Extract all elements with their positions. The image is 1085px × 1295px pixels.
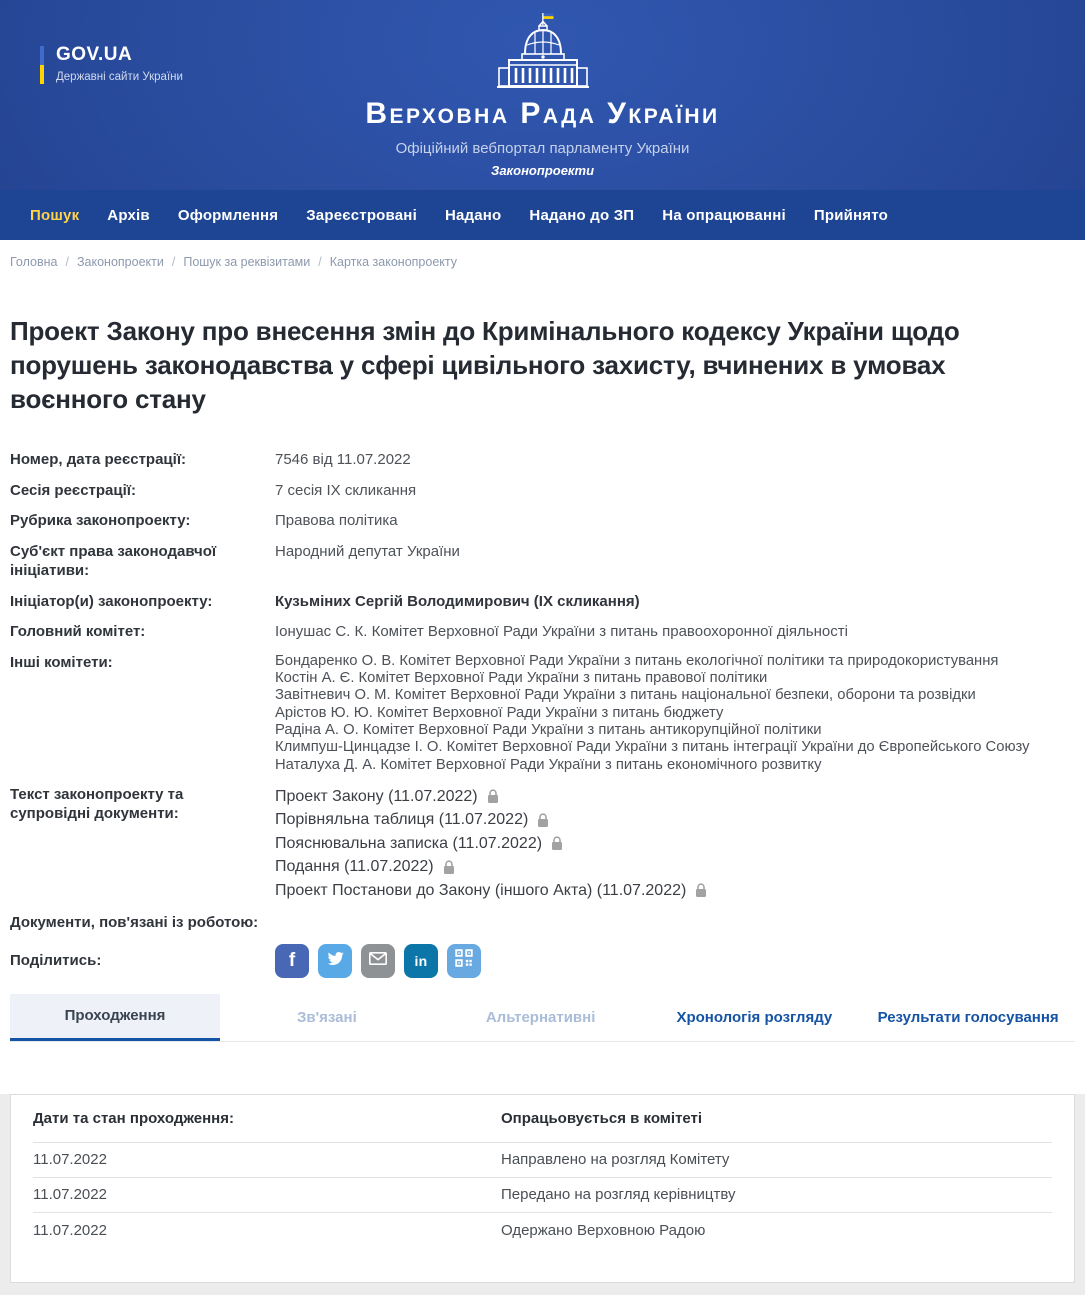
site-section-label: Законопроекти — [490, 163, 595, 178]
field-label: Сесія реєстрації: — [10, 481, 136, 499]
column-header-status: Опрацьовується в комітеті — [501, 1109, 703, 1127]
field-session — [10, 481, 1075, 501]
field-documents — [10, 785, 1075, 903]
nav-item-arkhiv[interactable]: Архів — [107, 206, 150, 224]
field-rubric — [10, 511, 1075, 531]
tab-rezultaty[interactable]: Результати голосування — [877, 1008, 1059, 1026]
gov-ua-title: GOV.UA — [56, 44, 133, 65]
main-content — [0, 255, 1085, 1042]
field-label: Текст законопроекту та супровідні документи: — [10, 785, 184, 823]
field-value: 7546 від 11.07.2022 — [275, 451, 411, 469]
row-date: 11.07.2022 — [33, 1186, 107, 1204]
field-reg-number — [10, 450, 1075, 470]
field-share — [10, 944, 1075, 978]
committee-item: Костін А. Є. Комітет Верховної Ради України з питань правової політики — [275, 670, 768, 687]
committee-item: Климпуш-Цинцадзе І. О. Комітет Верховної Ради України з питань інтеграції України до Європейського Союзу — [275, 739, 1030, 756]
lock-icon — [551, 836, 563, 851]
gov-ua-flag-bar — [40, 46, 44, 84]
twitter-icon — [327, 950, 344, 973]
progress-section — [0, 1094, 1085, 1295]
gov-ua-subtitle: Державні сайти України — [56, 71, 183, 83]
row-date: 11.07.2022 — [33, 1221, 107, 1239]
committee-item: Радіна А. О. Комітет Верховної Ради України з питань антикорупційної політики — [275, 722, 822, 739]
site-tagline: Офіційний вебпортал парламенту України — [395, 140, 690, 157]
committee-item: Наталуха Д. А. Комітет Верховної Ради України з питань економічного розвитку — [275, 756, 822, 773]
nav-item-oformlennia[interactable]: Оформлення — [177, 206, 279, 224]
row-status: Направлено на розгляд Комітету — [501, 1151, 730, 1169]
nav-item-poshuk[interactable]: Пошук — [30, 206, 80, 224]
field-value: 7 сесія IX скликання — [275, 481, 417, 499]
main-nav — [0, 190, 1085, 240]
facebook-icon: f — [288, 949, 296, 971]
initiator-name: Кузьміних Сергій Володимирович (ІХ скликання) — [275, 592, 640, 610]
main-committee-value: Іонушас С. К. Комітет Верховної Ради України з питань правоохоронної діяльності — [275, 623, 848, 641]
breadcrumb-separator: / — [65, 255, 69, 269]
bill-details — [10, 450, 1075, 978]
tab-prokhodzhennia[interactable]: Проходження — [10, 994, 220, 1041]
breadcrumb — [10, 255, 1075, 269]
table-header-row — [33, 1095, 1052, 1143]
nav-item-nadano-do-zp[interactable]: Надано до ЗП — [529, 206, 635, 224]
nav-item-zareiestrovani[interactable]: Зареєстровані — [306, 206, 417, 224]
breadcrumb-home[interactable]: Головна — [10, 255, 58, 269]
documents-list — [275, 785, 1075, 903]
rada-building-icon[interactable] — [495, 12, 591, 93]
document-link[interactable]: Проект Постанови до Закону (іншого Акта) (11.07.2022) — [275, 879, 1075, 903]
other-committees-list — [275, 653, 1075, 774]
tab-zviazani[interactable]: Зв'язані — [296, 1008, 357, 1026]
breadcrumb-separator: / — [171, 255, 176, 269]
gov-ua-logo[interactable] — [40, 44, 183, 84]
lock-icon — [695, 883, 707, 898]
document-link[interactable]: Проект Закону (11.07.2022) — [275, 785, 1075, 809]
field-other-committees — [10, 653, 1075, 774]
field-value: Народний депутат України — [275, 542, 460, 560]
field-subject — [10, 542, 1075, 581]
field-label: Поділитись: — [10, 952, 102, 970]
bill-tabs — [10, 994, 1075, 1042]
document-link[interactable]: Пояснювальна записка (11.07.2022) — [275, 832, 1075, 856]
table-row — [33, 1213, 1052, 1248]
field-label: Рубрика законопроекту: — [10, 512, 191, 530]
breadcrumb-zakonoproekty[interactable]: Законопроекти — [76, 255, 164, 269]
field-main-committee — [10, 622, 1075, 642]
nav-item-na-opratsiuvanni[interactable]: На опрацюванні — [662, 206, 786, 224]
breadcrumb-poshuk[interactable]: Пошук за реквізитами — [183, 255, 311, 269]
qr-code-share-button[interactable] — [447, 944, 481, 978]
email-icon — [369, 951, 387, 971]
row-status: Одержано Верховною Радою — [501, 1221, 706, 1239]
bill-title: Проект Закону про внесення змін до Кримінального кодексу України щодо порушень законодавства у сфері цивільного захисту, вчинених в умовах воєнного стану — [10, 316, 960, 414]
field-label: Інші комітети: — [10, 653, 113, 671]
nav-item-nadano[interactable]: Надано — [444, 206, 502, 224]
field-label: Суб'єкт права законодавчої ініціативи: — [10, 542, 217, 580]
row-date: 11.07.2022 — [33, 1151, 107, 1169]
committee-item: Бондаренко О. В. Комітет Верховної Ради України з питань екологічної політики та природокористування — [275, 652, 999, 669]
field-label: Головний комітет: — [10, 623, 146, 641]
field-label: Ініціатор(и) законопроекту: — [10, 592, 213, 610]
twitter-share-button[interactable] — [318, 944, 352, 978]
site-title[interactable]: Верховна Рада України — [365, 97, 720, 130]
content-spacer — [0, 1042, 1085, 1094]
field-related-docs — [10, 913, 1075, 933]
document-link[interactable]: Подання (11.07.2022) — [275, 855, 1075, 879]
linkedin-share-button[interactable] — [404, 944, 438, 978]
facebook-share-button[interactable] — [275, 944, 309, 978]
linkedin-icon: in — [414, 952, 428, 969]
nav-item-pryiniato[interactable]: Прийнято — [813, 206, 888, 224]
site-header — [0, 0, 1085, 190]
lock-icon — [443, 860, 455, 875]
table-row — [33, 1143, 1052, 1178]
document-link[interactable]: Порівняльна таблиця (11.07.2022) — [275, 808, 1075, 832]
tab-khronolohiia[interactable]: Хронологія розгляду — [676, 1008, 833, 1026]
email-share-button[interactable] — [361, 944, 395, 978]
field-value: Правова політика — [275, 512, 398, 530]
committee-item: Арістов Ю. Ю. Комітет Верховної Ради України з питань бюджету — [275, 704, 724, 721]
lock-icon — [487, 789, 499, 804]
lock-icon — [537, 813, 549, 828]
table-row — [33, 1178, 1052, 1213]
field-label: Номер, дата реєстрації: — [10, 451, 187, 469]
column-header-dates: Дати та стан проходження: — [33, 1109, 234, 1127]
qr-code-icon — [455, 949, 473, 973]
committee-item: Завітневич О. М. Комітет Верховної Ради України з питань національної безпеки, оборони та розвідки — [275, 687, 976, 704]
tab-alternatyvni[interactable]: Альтернативні — [485, 1008, 596, 1026]
share-buttons — [275, 944, 1075, 978]
row-status: Передано на розгляд керівництву — [501, 1186, 736, 1204]
progress-card — [10, 1094, 1075, 1283]
field-label: Документи, пов'язані із роботою: — [10, 914, 259, 932]
field-initiator — [10, 592, 1075, 612]
breadcrumb-current: Картка законопроекту — [329, 255, 458, 269]
breadcrumb-separator: / — [318, 255, 322, 269]
